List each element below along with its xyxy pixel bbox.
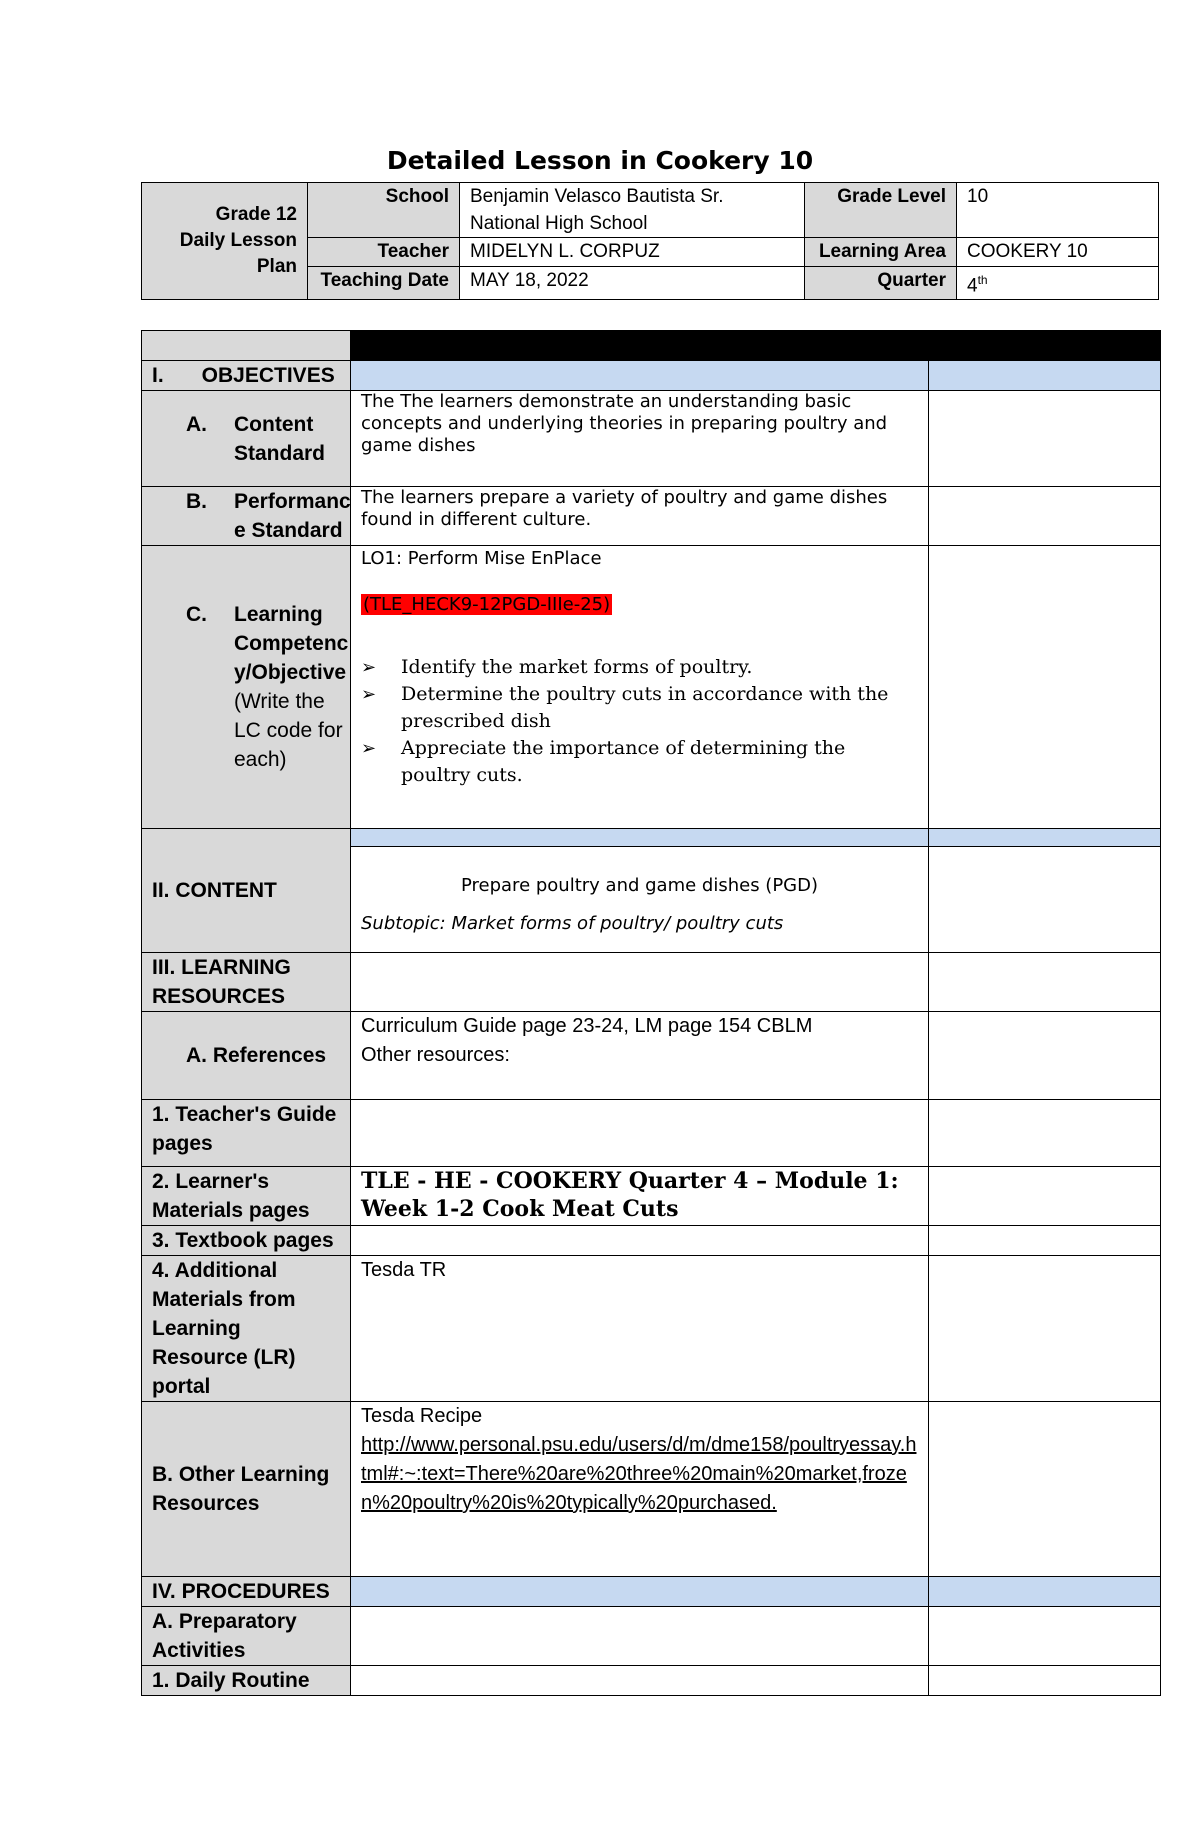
lesson-table (141, 330, 1161, 1696)
learners-materials-value: TLE - HE - COOKERY Quarter 4 – Module 1: Week 1-2 Cook Meat Cuts (351, 1167, 929, 1226)
other-resources-title: Tesda Recipe (361, 1405, 483, 1427)
teaching-date-label: Teaching Date (308, 267, 460, 300)
content-subtopic: Subtopic: Market forms of poultry/ poultry cuts (361, 913, 784, 934)
competency-label: C. Learning Competenc y/Objective (Write the LC code for each) (142, 546, 351, 829)
textbook-notes (929, 1226, 1161, 1256)
quarter-label: Quarter (805, 267, 957, 300)
other-resources-line: Other resources: (361, 1044, 510, 1066)
plan-label: Grade 12 Daily Lesson Plan (142, 183, 308, 300)
content-heading: II. CONTENT (142, 829, 351, 953)
learners-materials-notes (929, 1167, 1161, 1226)
teachers-guide-value (351, 1100, 929, 1167)
content-standard-notes (929, 391, 1161, 487)
performance-standard-notes (929, 487, 1161, 546)
learning-resources-heading: III. LEARNING RESOURCES (142, 953, 351, 1012)
learning-resources-notes (929, 953, 1161, 1012)
textbook-label: 3. Textbook pages (142, 1226, 351, 1256)
objectives-blue-band-right (929, 361, 1161, 391)
learning-area-value: COOKERY 10 (957, 238, 1159, 267)
content-blue-band-right (929, 829, 1161, 847)
preparatory-activities-label: A. Preparatory Activities (142, 1607, 351, 1666)
other-resources-notes (929, 1402, 1161, 1577)
school-label: School (308, 183, 460, 238)
references-text (351, 1012, 929, 1100)
teachers-guide-notes (929, 1100, 1161, 1167)
daily-routine-value (351, 1666, 929, 1696)
content-text (351, 847, 929, 953)
other-resources-label: B. Other Learning Resources (142, 1402, 351, 1577)
additional-materials-label: 4. Additional Materials from Learning Resource (LR) portal (142, 1256, 351, 1402)
preparatory-activities-notes (929, 1607, 1161, 1666)
textbook-value (351, 1226, 929, 1256)
grade-level-label: Grade Level (805, 183, 957, 238)
list-item: ➢ Identify the market forms of poultry. (361, 654, 918, 681)
procedures-blue-band (351, 1577, 929, 1607)
list-item: ➢ Appreciate the importance of determining the poultry cuts. (361, 735, 918, 789)
lo-line: LO1: Perform Mise EnPlace (361, 548, 602, 569)
learning-area-label: Learning Area (805, 238, 957, 267)
content-main: Prepare poultry and game dishes (PGD) (460, 875, 819, 896)
school-value: Benjamin Velasco Bautista Sr. National High School (460, 183, 805, 238)
references-line: Curriculum Guide page 23-24, LM page 154 CBLM (361, 1015, 813, 1037)
competency-list (361, 654, 918, 789)
teacher-label: Teacher (308, 238, 460, 267)
additional-materials-value: Tesda TR (351, 1256, 929, 1402)
poultry-essay-link[interactable]: http://www.personal.psu.edu/users/d/m/dme158/poultryessay.html#:~:text=There%20are%20three%20main%20market,frozen%20poultry%20is%20typically%20purchased. (361, 1434, 917, 1514)
other-resources-value (351, 1402, 929, 1577)
content-standard-label: A. Content Standard (142, 391, 351, 487)
daily-routine-label: 1. Daily Routine (142, 1666, 351, 1696)
competency-notes (929, 546, 1161, 829)
grade-level-value: 10 (957, 183, 1159, 238)
teachers-guide-label: 1. Teacher's Guide pages (142, 1100, 351, 1167)
procedures-blue-band-right (929, 1577, 1161, 1607)
page-title: Detailed Lesson in Cookery 10 (386, 146, 814, 175)
performance-standard-label: B. Performanc e Standard (142, 487, 351, 546)
competency-code: (TLE_HECK9-12PGD-IIIe-25) (363, 594, 611, 615)
teaching-date-value: MAY 18, 2022 (460, 267, 805, 300)
learners-materials-label: 2. Learner's Materials pages (142, 1167, 351, 1226)
quarter-value: 4th (957, 267, 1159, 300)
objectives-blue-band (351, 361, 929, 391)
teacher-value: MIDELYN L. CORPUZ (460, 238, 805, 267)
blank-header-cell (142, 331, 351, 361)
content-standard-text: The The learners demonstrate an understanding basic concepts and underlying theories in preparing poultry and game dishes (351, 391, 929, 487)
preparatory-activities-value (351, 1607, 929, 1666)
references-notes (929, 1012, 1161, 1100)
daily-routine-notes (929, 1666, 1161, 1696)
black-header-bar (351, 331, 1161, 361)
content-blue-band (351, 829, 929, 847)
competency-text (351, 546, 929, 829)
references-label: A. References (142, 1012, 351, 1100)
content-notes (929, 847, 1161, 953)
learning-resources-blank (351, 953, 929, 1012)
procedures-heading: IV. PROCEDURES (142, 1577, 351, 1607)
list-item: ➢ Determine the poultry cuts in accordance with the prescribed dish (361, 681, 918, 735)
objectives-heading: I. OBJECTIVES (142, 361, 351, 391)
header-table (141, 182, 1159, 300)
performance-standard-text: The learners prepare a variety of poultry and game dishes found in different culture. (351, 487, 929, 546)
additional-materials-notes (929, 1256, 1161, 1402)
